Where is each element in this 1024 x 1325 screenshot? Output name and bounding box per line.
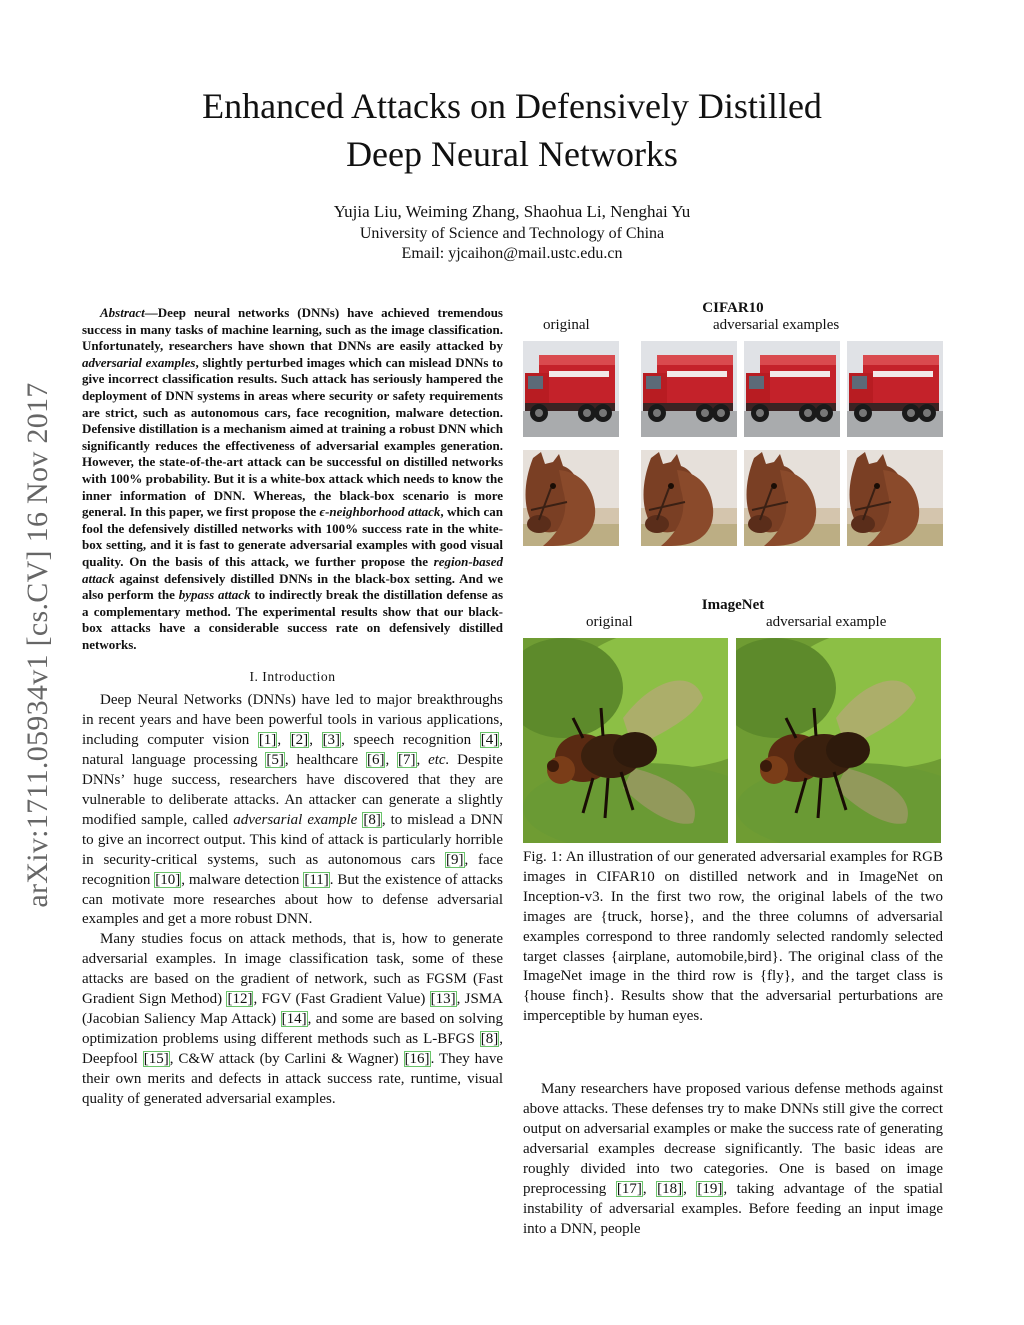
figure-row-horse [523,450,943,554]
citation-link[interactable]: [15] [143,1050,169,1067]
citation-link[interactable]: [1] [258,732,277,749]
text: , [385,752,398,769]
abstract-text: , slightly perturbed images which can mislead DNNs to give incorrect classification results. Such attack has seriously hampered the deployment of DNN systems in areas where security or safety requirements are strict, such as autonomous cars, face recognition, malware detection. Defensive distillation is a mechanism aimed at training a robust DNN which significantly reduces the effectiveness of adversarial examples generation. However, the state-of-the-art attack can be successful on distilled networks with 100% probability. But it is a white-box attack which needs to know the inner information of DNN. Whereas, the black-box scenario is more general. In this paper, we first propose the [82,354,504,520]
figure-title-imagenet: ImageNet [701,597,765,613]
text: Despite DNNs’ huge success, researchers have discovered that they are vulnerable to deliberate attacks. An attacker can generate a slightly modified sample, called [82,752,503,828]
label-adversarial-example: adversarial example [766,614,887,630]
citation-link[interactable]: [2] [290,732,309,749]
arxiv-identifier: arXiv:1711.05934v1 [cs.CV] 16 Nov 2017 [21,382,54,908]
right-column [523,300,943,1239]
label-original: original [543,317,590,333]
section-heading: I. Introduction [249,669,336,685]
text: , FGV (Fast Gradient Value) [253,991,430,1008]
abstract-dash: — [144,305,158,320]
citation-link[interactable]: [7] [398,752,416,769]
right-body [523,1080,943,1239]
truck-adversarial-image [847,341,943,437]
text: , healthcare [284,752,366,769]
text: , [642,1180,657,1197]
title-line-1: Enhanced Attacks on Defensively Distilled [202,86,822,126]
citation-link[interactable]: [8] [480,1030,499,1047]
abstract-emph: bypass attack [178,587,251,603]
horse-adversarial-image [744,450,840,546]
text: , speech recognition [341,732,480,749]
text: , face recognition [82,851,504,888]
citation-link[interactable]: [3] [322,732,341,749]
label-original: original [586,614,633,630]
text: , [416,752,429,769]
figure-column-labels-imagenet [523,614,943,634]
abstract-label: Abstract [100,305,145,320]
text: . But the existence of attacks can motivate more researches about how to defense adversarial examples and get a more robust DNN. [82,871,503,928]
abstract-emph: adversarial examples [82,354,196,370]
paragraph [523,1080,943,1239]
horse-original-image [523,450,619,546]
text: , natural language processing [82,732,504,769]
citation-link[interactable]: [17] [616,1180,642,1197]
text: , [683,1180,697,1197]
title-line-2: Deep Neural Networks [346,134,678,174]
paragraph [82,930,503,1109]
text: Many studies focus on attack methods, that is, how to generate adversarial examples. In image classification task, some of these attacks are based on the gradient of network, such as FGSM (Fast Gradient Sign Method) [82,931,503,1008]
figure-column-labels [523,317,943,337]
figure-row-truck [523,341,943,445]
text: , [309,732,322,749]
text-emph: adversarial example [233,811,358,828]
citation-link[interactable]: [19] [697,1180,723,1197]
arxiv-sidebar-stamp [8,345,68,945]
citation-link[interactable]: [10] [155,871,181,888]
fly-original-image [523,638,728,843]
text: , malware detection [181,871,304,888]
paper-title [0,82,1024,178]
abstract-text: Deep neural networks (DNNs) have achieved tremendous success in many tasks of machine learning, such as the image classification. Unfortunately, researchers have shown that DNNs are easily attacked by [82,305,503,354]
text: , and some are based on solving optimization problems using different methods such as L-BFGS [82,1010,503,1047]
text: Many researchers have proposed various defense methods against above attacks. These defenses try to make DNNs still give the correct output on adversarial examples or make the success rate of generating adversarial examples decrease significantly. The basic ideas are roughly divided into two categories. One is based on image preprocessing [523,1081,943,1197]
text: , Deepfool [82,1030,503,1067]
fly-adversarial-image [736,638,941,843]
abstract-emph: region-based attack [82,553,503,586]
paragraph [82,691,503,930]
abstract-emph: ϵ-neighborhood attack [319,504,441,520]
citation-link[interactable]: [9] [446,851,464,868]
text: , [277,732,290,749]
author-block [0,202,1024,264]
horse-adversarial-image [641,450,737,546]
citation-link[interactable]: [13] [430,991,456,1008]
affiliation: University of Science and Technology of China [359,225,665,242]
abstract-text: , which can fool the defensively distilled networks with 100% success rate in the white-box setting, and it is fast to generate adversarial examples with good visual quality. On the basis of this attack, we further propose the [82,504,504,569]
author-names: Yujia Liu, Weiming Zhang, Shaohua Li, Nenghai Yu [333,202,691,221]
figure-title-cifar10: CIFAR10 [702,300,764,316]
horse-adversarial-image [847,450,943,546]
citation-link[interactable]: [12] [227,991,253,1008]
abstract [82,305,503,653]
citation-link[interactable]: [4] [480,732,499,749]
text: , JSMA (Jacobian Saliency Map Attack) [82,991,503,1027]
truck-adversarial-image [744,341,840,437]
figure-row-fly [523,638,943,848]
text: , taking advantage of the spatial instability of adversarial examples. Before feeding an input image into a DNN, people [523,1180,944,1237]
abstract-text: to indirectly break the distillation defense as a complementary method. The experimental results show that our black-box attacks have a considerable success rate on defensively distilled networks. [82,587,503,652]
label-adversarial-examples: adversarial examples [713,317,840,333]
left-column [82,305,503,1110]
citation-link[interactable]: [16] [404,1050,430,1067]
text: , C&W attack (by Carlini & Wagner) [169,1050,404,1067]
citation-link[interactable]: [14] [281,1010,307,1027]
text: Deep Neural Networks (DNNs) have led to major breakthroughs in recent years and have been powerful tools in various applications, including computer vision [82,692,503,749]
citation-link[interactable]: [6] [366,752,385,769]
text-emph: etc. [428,752,450,769]
citation-link[interactable]: [11] [304,871,329,888]
truck-original-image [523,341,619,437]
text: , to mislead a DNN to give an incorrect output. This kind of attack is particularly horrible in security-critical systems, such as autonomous cars [82,811,504,868]
citation-link[interactable]: [8] [363,811,381,828]
text: . They have their own merits and defects in attack success rate, runtime, visual quality of generated adversarial examples. [82,1050,504,1107]
email: Email: yjcaihon@mail.ustc.edu.cn [401,245,623,262]
truck-adversarial-image [641,341,737,437]
intro-body [82,691,503,1109]
citation-link[interactable]: [5] [266,752,284,769]
figure-caption: Fig. 1: An illustration of our generated adversarial examples for RGB images in CIFAR10 on distilled network and in ImageNet on Inception-v3. In the first two row, the original labels of the two images are {truck, horse}, and the three columns of adversarial examples correspond to three randomly selected randomly selected target classes {airplane, automobile,bird}. The original class of the ImageNet image in the third row is {fly}, and the target class is {house finch}. Results show that the adversarial perturbations are imperceptible by human eyes. [523,849,943,1025]
abstract-text: against defensively distilled DNNs in the black-box setting. And we also perform the [82,570,503,603]
citation-link[interactable]: [18] [657,1180,683,1197]
